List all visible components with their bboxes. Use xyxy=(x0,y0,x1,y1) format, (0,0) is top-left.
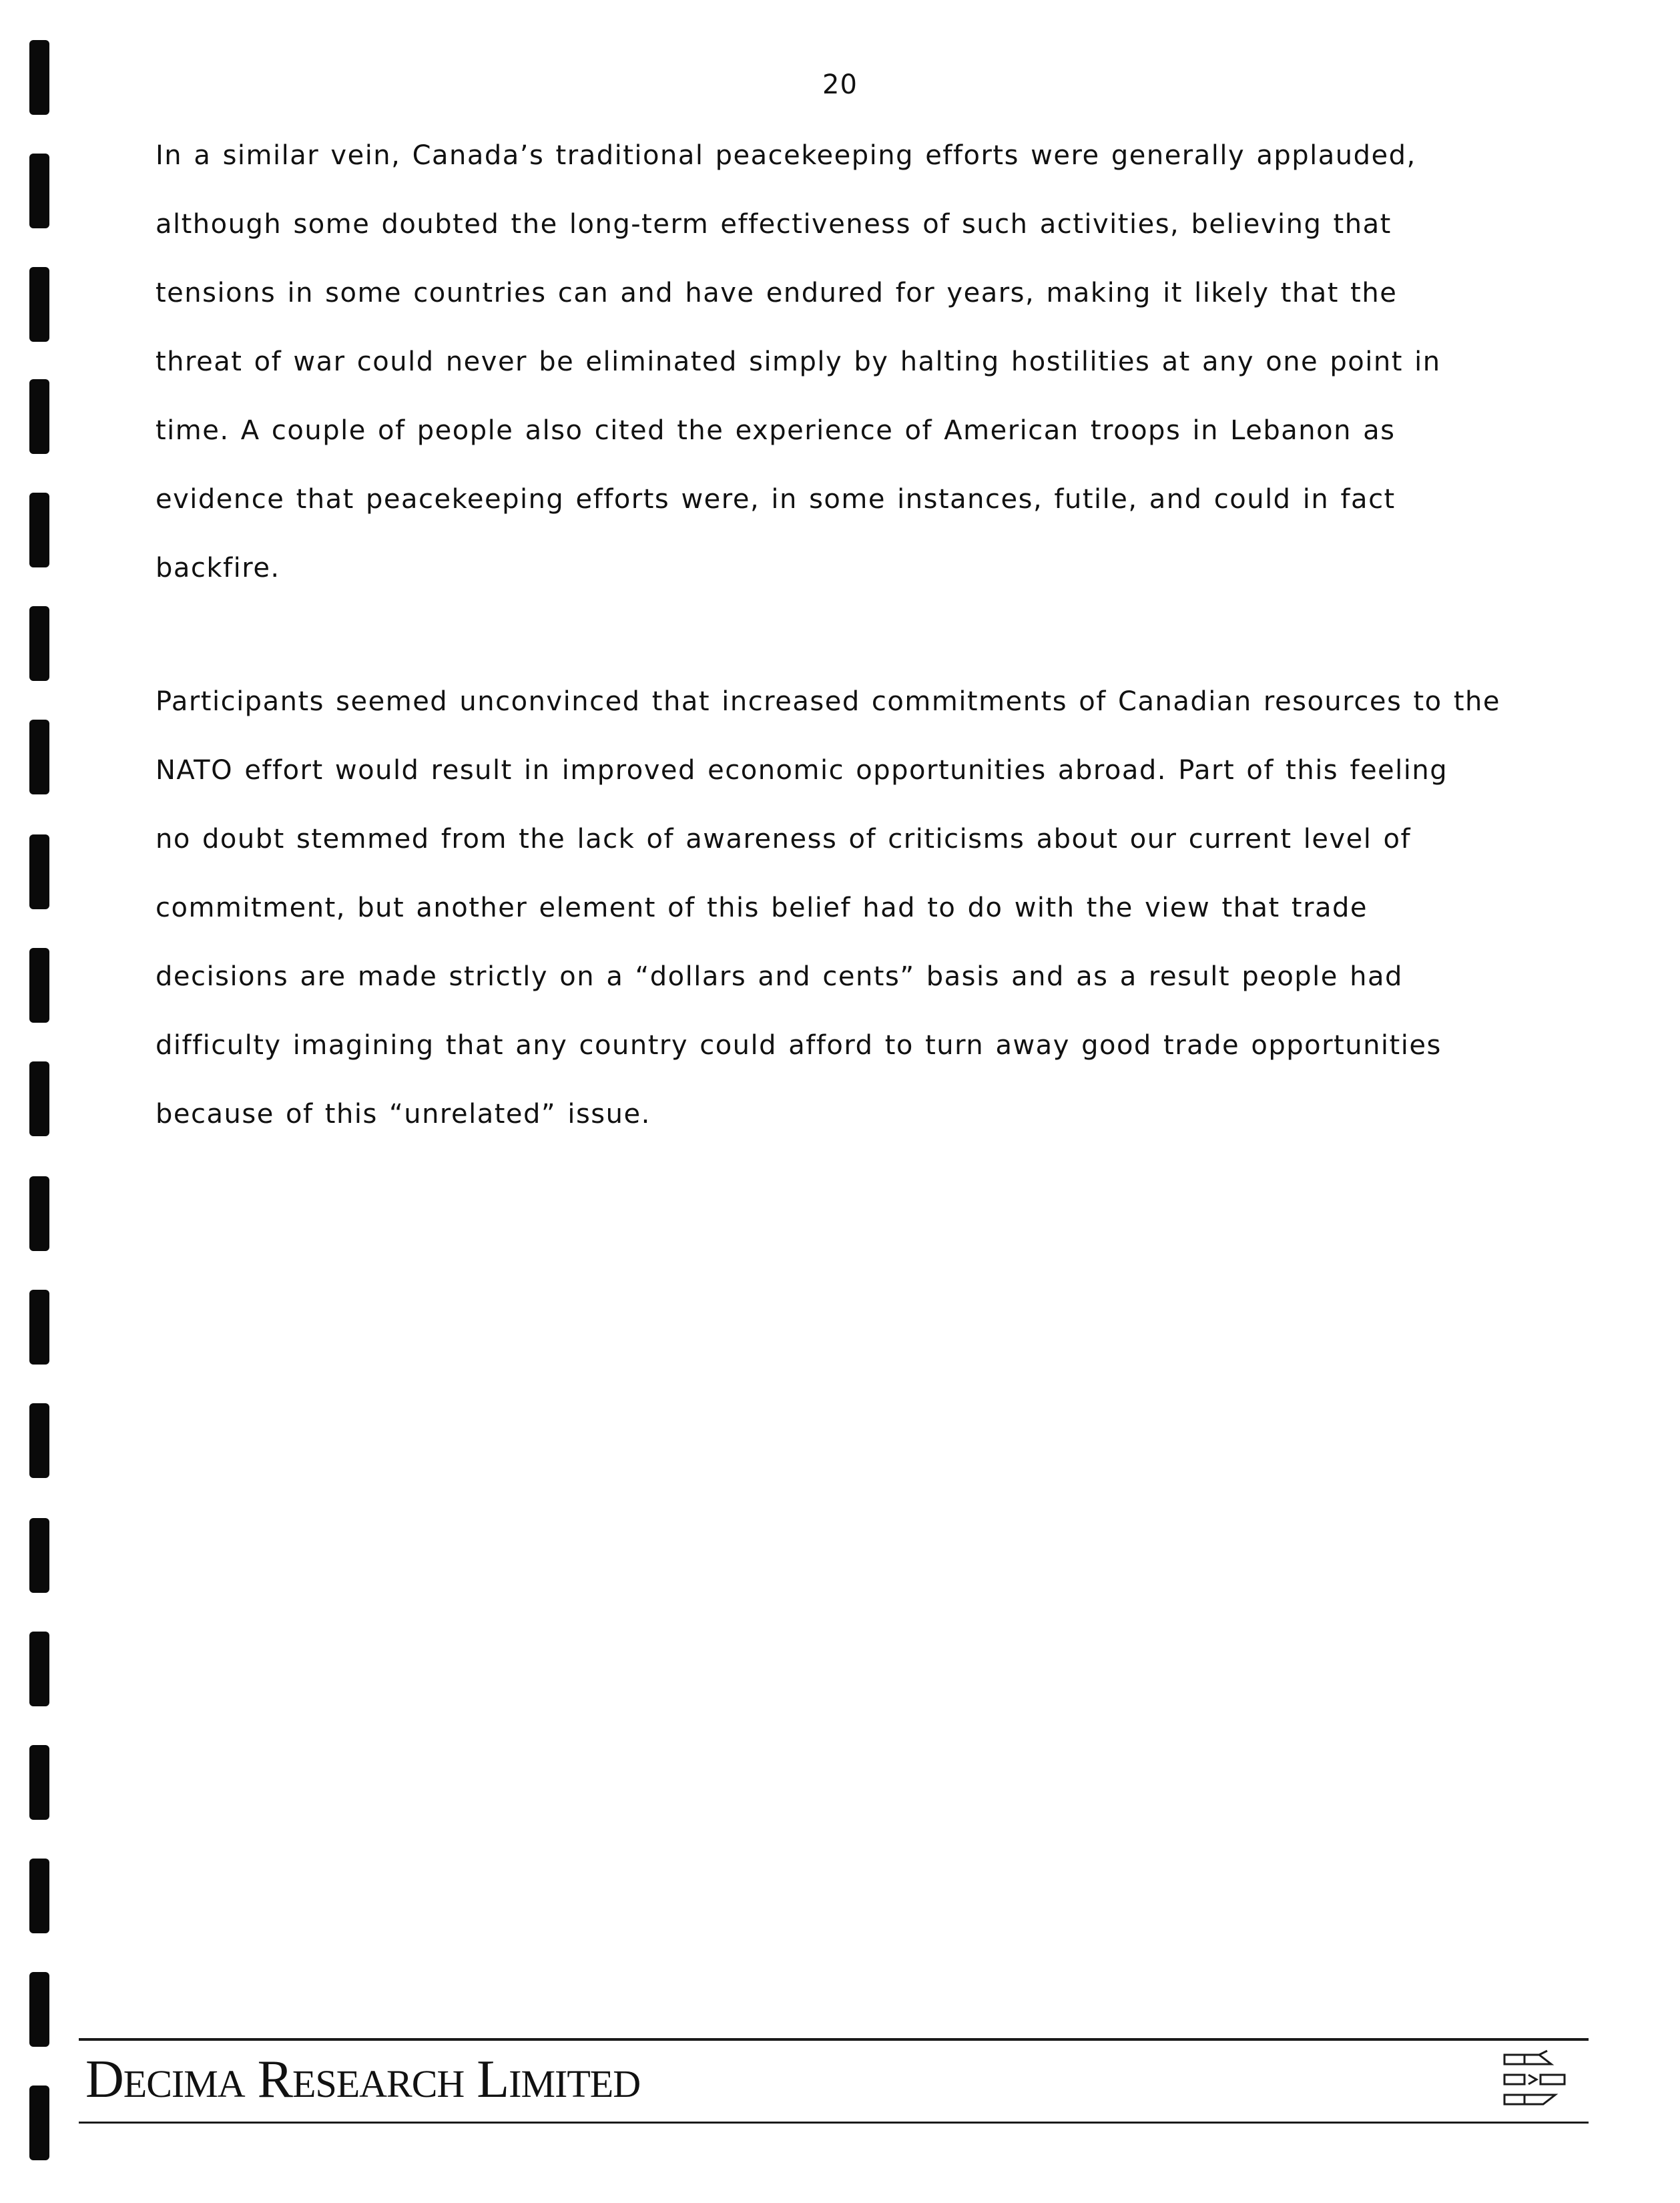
binding-mark xyxy=(29,154,49,228)
paragraph-line: commitment, but another element of this belief had to do with the view that trade xyxy=(156,893,1368,923)
paragraph-line: although some doubted the long-term effectiveness of such activities, believing that xyxy=(156,209,1392,240)
binding-mark xyxy=(29,1859,49,1933)
body-paragraph xyxy=(156,668,1530,1149)
paragraph-line: no doubt stemmed from the lack of awareness of criticisms about our current level of xyxy=(156,824,1412,854)
paragraph-line: threat of war could never be eliminated simply by halting hostilities at any one point in xyxy=(156,346,1441,377)
binding-mark xyxy=(29,1518,49,1593)
binding-mark xyxy=(29,1061,49,1136)
binding-mark xyxy=(29,1745,49,1820)
binding-mark xyxy=(29,1290,49,1365)
binding-mark xyxy=(29,2086,49,2160)
paragraph-line: In a similar vein, Canada’s traditional peacekeeping efforts were generally applauded, xyxy=(156,140,1416,171)
binding-mark xyxy=(29,379,49,454)
binding-mark xyxy=(29,493,49,567)
binding-mark xyxy=(29,267,49,342)
paragraph-line: evidence that peacekeeping efforts were, in some instances, futile, and could in fact xyxy=(156,484,1396,515)
paragraph-line: backfire. xyxy=(156,553,280,583)
binding-mark xyxy=(29,720,49,794)
decima-logo-icon xyxy=(1500,2048,1574,2115)
binding-mark xyxy=(29,1632,49,1706)
binding-mark xyxy=(29,834,49,909)
binding-mark xyxy=(29,948,49,1023)
footer-rule-top xyxy=(79,2038,1589,2041)
footer-rule-bottom xyxy=(79,2122,1589,2124)
binding-mark xyxy=(29,1403,49,1478)
binding-mark xyxy=(29,606,49,681)
paragraph-line: Participants seemed unconvinced that increased commitments of Canadian resources to the xyxy=(156,686,1501,717)
body-paragraph xyxy=(156,121,1530,603)
page-number: 20 xyxy=(822,69,858,100)
paragraph-line: time. A couple of people also cited the experience of American troops in Lebanon as xyxy=(156,415,1396,446)
paragraph-line: decisions are made strictly on a “dollars and cents” basis and as a result people had xyxy=(156,961,1403,992)
paragraph-line: difficulty imagining that any country could afford to turn away good trade opportunities xyxy=(156,1030,1442,1061)
binding-mark xyxy=(29,1972,49,2047)
paragraph-line: tensions in some countries can and have endured for years, making it likely that the xyxy=(156,278,1398,308)
paragraph-line: NATO effort would result in improved economic opportunities abroad. Part of this feeling xyxy=(156,755,1448,786)
binding-mark xyxy=(29,1176,49,1251)
company-name: DECIMA RESEARCH LIMITED xyxy=(85,2050,641,2109)
paragraph-line: because of this “unrelated” issue. xyxy=(156,1099,651,1130)
